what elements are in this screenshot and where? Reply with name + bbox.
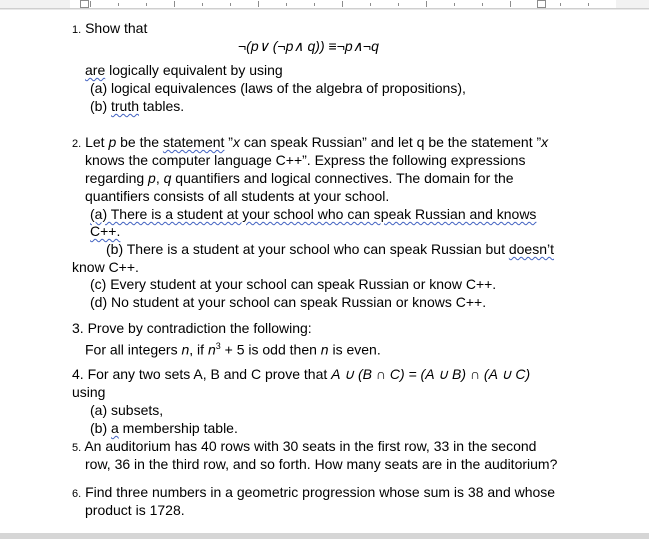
horizontal-ruler[interactable] [0, 0, 649, 9]
ruler-tick [588, 3, 589, 6]
question-3-statement: For all integers n, if $n^3 + 5$ is odd then n is even. [85, 341, 381, 358]
question-number: 1. [72, 24, 82, 36]
question-2-line: 2. Let p be the statement ”x can speak Russian” and let q be the statement ”x [72, 134, 549, 150]
spellcheck-word[interactable]: a [111, 420, 119, 436]
question-number: 2. [72, 138, 82, 150]
left-indent-marker[interactable] [80, 0, 89, 8]
question-2-part-a[interactable]: (a) There is a student at your school who can speak Russian and knows [90, 206, 537, 222]
ruler-tick [90, 1, 91, 7]
question-2-part-a-cont[interactable]: C++. [90, 223, 121, 239]
ruler-tick [174, 1, 175, 7]
question-1-line: are logically equivalent by using [85, 62, 283, 78]
question-4-part-b: (b) a membership table. [90, 420, 238, 436]
ruler-tick [286, 3, 287, 6]
ruler-tick [454, 3, 455, 6]
question-4-part-a: (a) subsets, [90, 402, 164, 418]
question-2-line: regarding p, q quantifiers and logical connectives. The domain for the [85, 170, 514, 186]
spellcheck-word[interactable]: doesn’t [508, 241, 555, 257]
document-page[interactable] [0, 10, 649, 533]
spellcheck-word[interactable]: truth [111, 98, 140, 114]
ruler-tick [202, 3, 203, 6]
ruler-text-area [70, 0, 616, 8]
ruler-tick [342, 1, 343, 7]
question-2-part-b-cont: know C++. [72, 259, 139, 275]
question-2-line: quantifiers consists of all students at your school. [85, 188, 390, 204]
ruler-tick [258, 1, 259, 7]
page-bottom-edge [0, 533, 649, 539]
question-3-title: 3. Prove by contradiction the following: [72, 320, 312, 336]
ruler-tick [560, 3, 561, 6]
ruler-tick [146, 3, 147, 6]
question-number: 5. [72, 442, 82, 454]
ruler-tick [510, 1, 511, 7]
question-1-title: 1. Show that [72, 20, 148, 36]
question-2-part-d: (d) No student at your school can speak Russian or knows C++. [90, 294, 487, 310]
question-4-title: 4. For any two sets A, B and C prove that A ∪ (B ∩ C) = (A ∪ B) ∩ (A ∪ C) [72, 366, 531, 382]
ruler-tick [118, 3, 119, 6]
question-2-part-c: (c) Every student at your school can speak Russian or know C++. [90, 276, 497, 292]
question-4-line: using [72, 384, 106, 400]
ruler-tick [426, 1, 427, 7]
question-1-part-b: (b) truth tables. [90, 98, 185, 114]
spellcheck-word[interactable]: are [85, 62, 106, 78]
question-number: 6. [72, 488, 82, 500]
question-1-formula: ¬(p∨ (¬p∧ q)) ≡¬p∧¬q [238, 38, 379, 54]
question-6-line: 6. Find three numbers in a geometric progression whose sum is 38 and whose [72, 484, 556, 500]
question-1-part-a: (a) logical equivalences (laws of the algebra of propositions), [90, 80, 466, 96]
question-5-line: row, 36 in the third row, and so forth. How many seats are in the auditorium? [85, 456, 558, 472]
ruler-tick [370, 3, 371, 6]
ruler-tick [398, 3, 399, 6]
question-6-line: product is 1728. [85, 502, 185, 518]
question-2-part-b: (b) There is a student at your school who can speak Russian but doesn’t [106, 241, 555, 257]
right-indent-marker[interactable] [537, 0, 546, 8]
spellcheck-word[interactable]: statement [162, 134, 225, 150]
question-5-line: 5. An auditorium has 40 rows with 30 seats in the first row, 33 in the second [72, 438, 537, 454]
ruler-tick [314, 3, 315, 6]
question-2-line: knows the computer language C++”. Express the following expressions [85, 152, 526, 168]
ruler-tick [230, 3, 231, 6]
ruler-tick [482, 3, 483, 6]
